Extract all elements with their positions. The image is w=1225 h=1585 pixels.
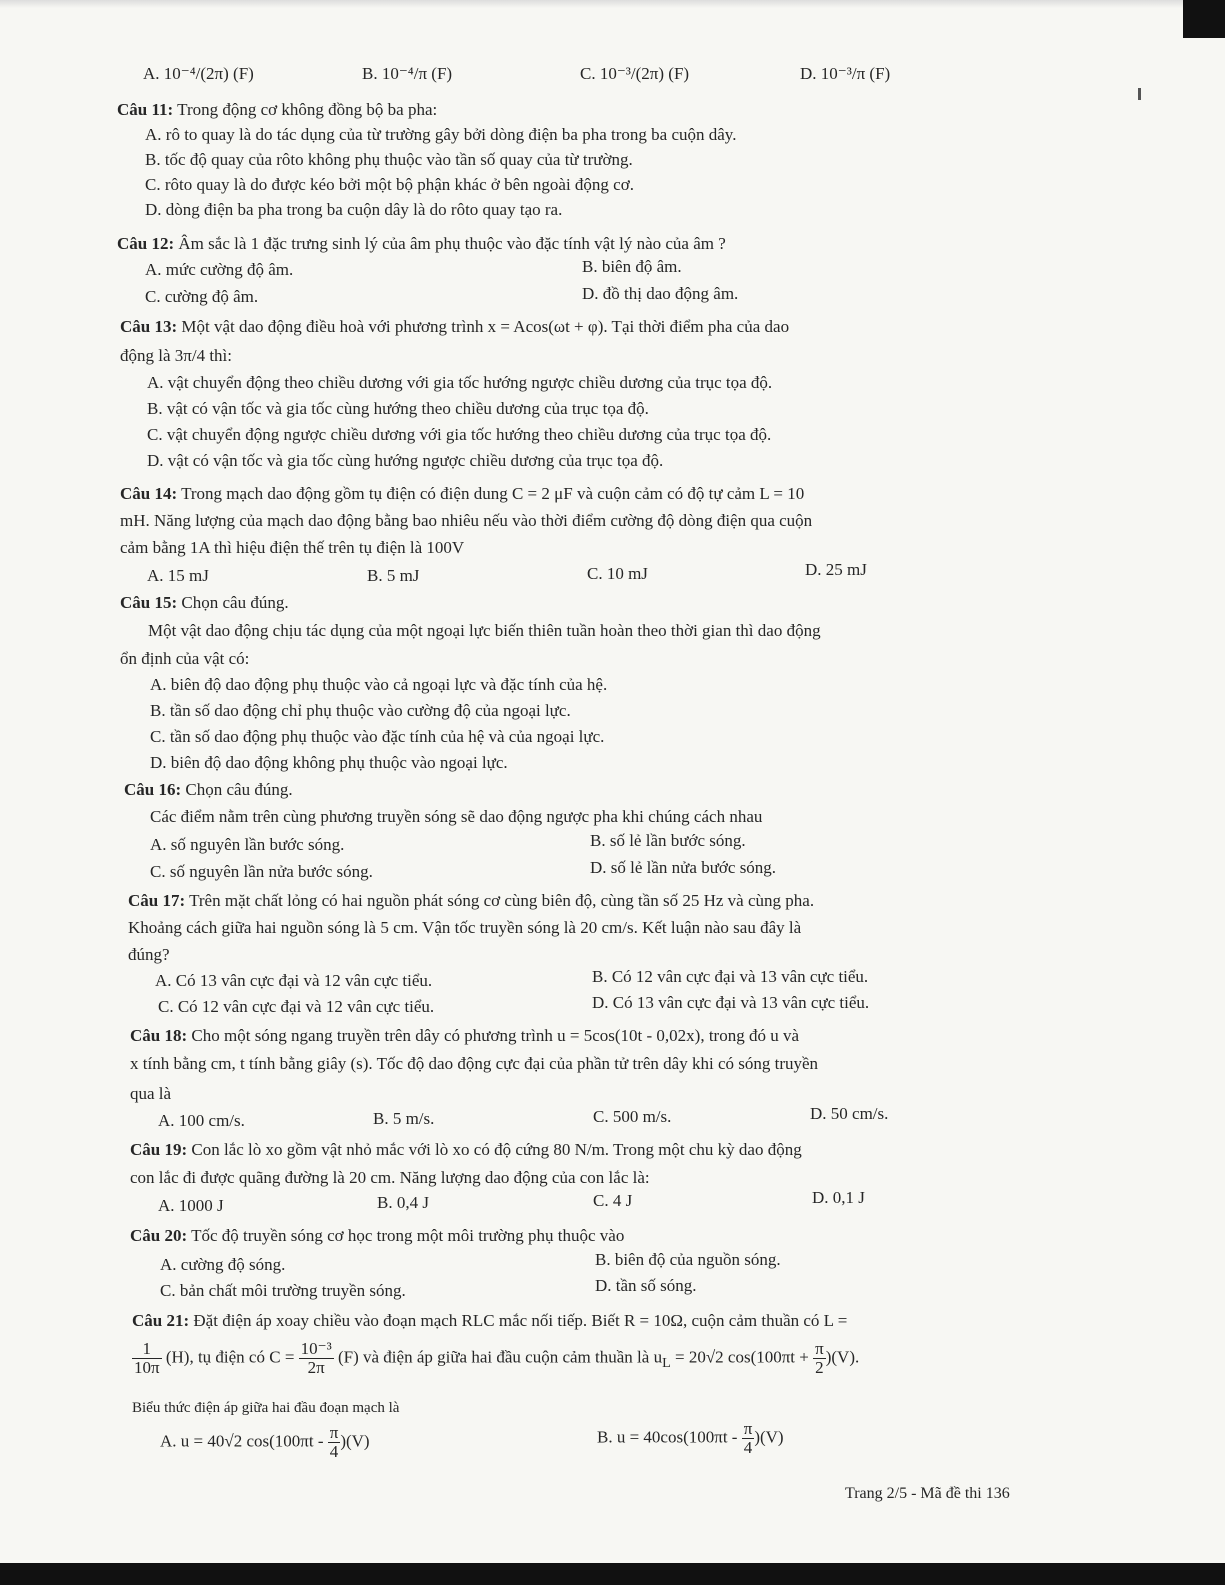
q21-text-l: (H), tụ điện có C = [165, 1347, 295, 1367]
question-stem: Chọn câu đúng. [185, 780, 293, 799]
q13-option-a: A. vật chuyển động theo chiều dương với gia tốc hướng ngược chiều dương của trục tọa độ. [147, 373, 773, 392]
q18-stem-cont: x tính bằng cm, t tính bằng giây (s). Tốc độ dao động cực đại của phần tử trên dây khi có sóng truyền [130, 1054, 819, 1073]
l-fraction: $\frac{1}{10\pi}$ [134, 1339, 160, 1377]
q15-stem-cont: Một vật dao động chịu tác dụng của một ngoại lực biến thiên tuần hoàn theo thời gian thì dao động [148, 621, 821, 640]
q10-option-c: C. 10⁻³/(2π) (F) [580, 64, 690, 83]
question-21 [132, 1310, 847, 1332]
q15-option-a: A. biên độ dao động phụ thuộc vào cả ngoại lực và đặc tính của hệ. [150, 675, 608, 694]
q18-option-b: B. 5 m/s. [373, 1109, 435, 1128]
q15-option-d: D. biên độ dao động không phụ thuộc vào ngoại lực. [150, 753, 508, 772]
q14-option-b: B. 5 mJ [367, 566, 420, 585]
question-label: Câu 15: [120, 593, 178, 612]
q21-text-c: (F) và điện áp giữa hai đầu cuộn cảm thuần là u [337, 1347, 663, 1367]
q18-option-a: A. 100 cm/s. [158, 1111, 245, 1130]
q10-option-a: A. 10⁻⁴/(2π) (F) [143, 64, 254, 83]
q11-option-c: C. rôto quay là do được kéo bởi một bộ phận khác ở bên ngoài động cơ. [145, 175, 634, 194]
c-fraction: $\frac{\text{10⁻³}}{2\pi}$ [300, 1339, 332, 1377]
q21-text-end: )(V). [825, 1347, 860, 1367]
q21-stem-cont: Biểu thức điện áp giữa hai đầu đoạn mạch là [132, 1400, 400, 1416]
question-15 [120, 592, 289, 614]
q12-option-b: B. biên độ âm. [582, 257, 682, 276]
q19-option-c: C. 4 J [593, 1191, 633, 1210]
question-stem: Đặt điện áp xoay chiều vào đoạn mạch RLC mắc nối tiếp. Biết R = 10Ω, cuộn cảm thuần có L = [193, 1311, 848, 1330]
q12-option-d: D. đồ thị dao động âm. [582, 284, 739, 303]
question-label: Câu 17: [128, 891, 186, 910]
q16-stem-cont: Các điểm nằm trên cùng phương truyền sóng sẽ dao động ngược pha khi chúng cách nhau [150, 807, 763, 826]
question-17 [128, 890, 814, 912]
page-footer: Trang 2/5 - Mã đề thi 136 [845, 1485, 1010, 1502]
q16-option-d: D. số lẻ lần nửa bước sóng. [590, 858, 777, 877]
question-label: Câu 11: [117, 100, 174, 119]
q18-option-c: C. 500 m/s. [593, 1107, 672, 1126]
q17-option-d: D. Có 13 vân cực đại và 13 vân cực tiểu. [592, 993, 870, 1012]
q19-stem-cont: con lắc đi được quãng đường là 20 cm. Năng lượng dao động của con lắc là: [130, 1168, 650, 1187]
scan-edge-bottom [0, 1563, 1225, 1585]
scan-corner-mark [1183, 0, 1225, 38]
question-label: Câu 21: [132, 1311, 190, 1330]
question-stem: Trong mạch dao động gồm tụ điện có điện dung C = 2 μF và cuộn cảm có độ tự cảm L = 10 [181, 484, 805, 503]
question-label: Câu 18: [130, 1026, 188, 1045]
q16-option-b: B. số lẻ lần bước sóng. [590, 831, 746, 850]
q14-stem-cont-2: cảm bằng 1A thì hiệu điện thế trên tụ điện là 100V [120, 538, 465, 557]
question-stem: Con lắc lò xo gồm vật nhỏ mắc với lò xo có độ cứng 80 N/m. Trong một chu kỳ dao động [191, 1140, 802, 1159]
scan-side-tick [1138, 88, 1141, 100]
q17-option-b: B. Có 12 vân cực đại và 13 vân cực tiểu. [592, 967, 869, 986]
q19-option-a: A. 1000 J [158, 1196, 224, 1215]
q18-stem-cont-2: qua là [130, 1084, 172, 1103]
q13-stem-cont: động là 3π/4 thì: [120, 346, 232, 365]
q12-option-c: C. cường độ âm. [145, 287, 259, 306]
question-label: Câu 16: [124, 780, 182, 799]
q13-option-c: C. vật chuyển động ngược chiều dương với gia tốc hướng theo chiều dương của trục tọa độ. [147, 425, 772, 444]
question-11 [117, 99, 437, 121]
q21-stem-formula [132, 1340, 859, 1377]
q15-stem-cont-2: ổn định của vật có: [120, 649, 250, 668]
question-stem: Một vật dao động điều hoà với phương trình x = Acos(ωt + φ). Tại thời điểm pha của dao [181, 317, 790, 336]
q21-text-ul: = 20√2 cos(100πt + [674, 1347, 809, 1367]
q11-option-a: A. rô to quay là do tác dụng của từ trường gây bởi dòng điện ba pha trong ba cuộn dây. [145, 125, 737, 144]
question-18 [130, 1025, 799, 1047]
q17-option-c: C. Có 12 vân cực đại và 12 vân cực tiểu. [158, 997, 435, 1016]
q17-stem-cont: Khoảng cách giữa hai nguồn sóng là 5 cm. Vận tốc truyền sóng là 20 cm/s. Kết luận nào sau đây là [128, 918, 802, 937]
question-16 [124, 779, 293, 801]
question-13 [120, 316, 789, 338]
q14-stem-cont: mH. Năng lượng của mạch dao động bằng bao nhiêu nếu vào thời điểm cường độ dòng điện qua cuộn [120, 511, 813, 530]
question-12 [117, 233, 726, 255]
question-label: Câu 20: [130, 1226, 188, 1245]
question-14 [120, 483, 804, 505]
q15-option-b: B. tần số dao động chỉ phụ thuộc vào cường độ của ngoại lực. [150, 701, 571, 720]
question-label: Câu 13: [120, 317, 178, 336]
question-20 [130, 1225, 624, 1247]
scan-edge-top [0, 0, 1225, 8]
question-stem: Chọn câu đúng. [181, 593, 289, 612]
question-stem: Trên mặt chất lỏng có hai nguồn phát sóng cơ cùng biên độ, cùng tần số 25 Hz và cùng pha. [189, 891, 815, 910]
q10-option-b: B. 10⁻⁴/π (F) [362, 64, 453, 83]
q19-option-b: B. 0,4 J [377, 1193, 429, 1212]
q21-option-b: B. u = 40cos(100πt - $\frac{\pi}{4}$ )(V) [597, 1419, 784, 1457]
q14-option-d: D. 25 mJ [805, 560, 867, 579]
q15-option-c: C. tần số dao động phụ thuộc vào đặc tính của hệ và của ngoại lực. [150, 727, 605, 746]
q20-option-d: D. tần số sóng. [595, 1276, 697, 1295]
ul-phase-fraction: $\frac{\pi}{2}$ [815, 1339, 824, 1377]
question-stem: Âm sắc là 1 đặc trưng sinh lý của âm phụ thuộc vào đặc tính vật lý nào của âm ? [178, 234, 726, 253]
q12-option-a: A. mức cường độ âm. [145, 260, 294, 279]
q20-option-b: B. biên độ của nguồn sóng. [595, 1250, 781, 1269]
q20-option-a: A. cường độ sóng. [160, 1255, 286, 1274]
q10-option-d: D. 10⁻³/π (F) [800, 64, 891, 83]
question-stem: Cho một sóng ngang truyền trên dây có phương trình u = 5cos(10t - 0,02x), trong đó u và [191, 1026, 799, 1045]
q19-option-d: D. 0,1 J [812, 1188, 865, 1207]
q11-option-d: D. dòng điện ba pha trong ba cuộn dây là do rôto quay tạo ra. [145, 200, 563, 219]
q13-option-b: B. vật có vận tốc và gia tốc cùng hướng theo chiều dương của trục tọa độ. [147, 399, 649, 418]
q16-option-a: A. số nguyên lần bước sóng. [150, 835, 345, 854]
question-stem: Trong động cơ không đồng bộ ba pha: [177, 100, 438, 119]
question-label: Câu 12: [117, 234, 175, 253]
q20-option-c: C. bản chất môi trường truyền sóng. [160, 1281, 406, 1300]
q13-option-d: D. vật có vận tốc và gia tốc cùng hướng ngược chiều dương của trục tọa độ. [147, 451, 664, 470]
question-stem: Tốc độ truyền sóng cơ học trong một môi trường phụ thuộc vào [191, 1226, 625, 1245]
question-label: Câu 14: [120, 484, 178, 503]
q17-stem-cont-2: đúng? [128, 945, 170, 964]
q14-option-c: C. 10 mJ [587, 564, 648, 583]
q17-option-a: A. Có 13 vân cực đại và 12 vân cực tiểu. [155, 971, 433, 990]
q18-option-d: D. 50 cm/s. [810, 1104, 889, 1123]
q11-option-b: B. tốc độ quay của rôto không phụ thuộc vào tần số quay của từ trường. [145, 150, 633, 169]
question-19 [130, 1139, 802, 1161]
q21-sub-l: L [662, 1354, 671, 1371]
q21-option-a: A. u = 40√2 cos(100πt - $\frac{\pi}{4}$ )(V) [160, 1423, 370, 1461]
q14-option-a: A. 15 mJ [147, 566, 209, 585]
question-label: Câu 19: [130, 1140, 188, 1159]
q16-option-c: C. số nguyên lần nửa bước sóng. [150, 862, 373, 881]
